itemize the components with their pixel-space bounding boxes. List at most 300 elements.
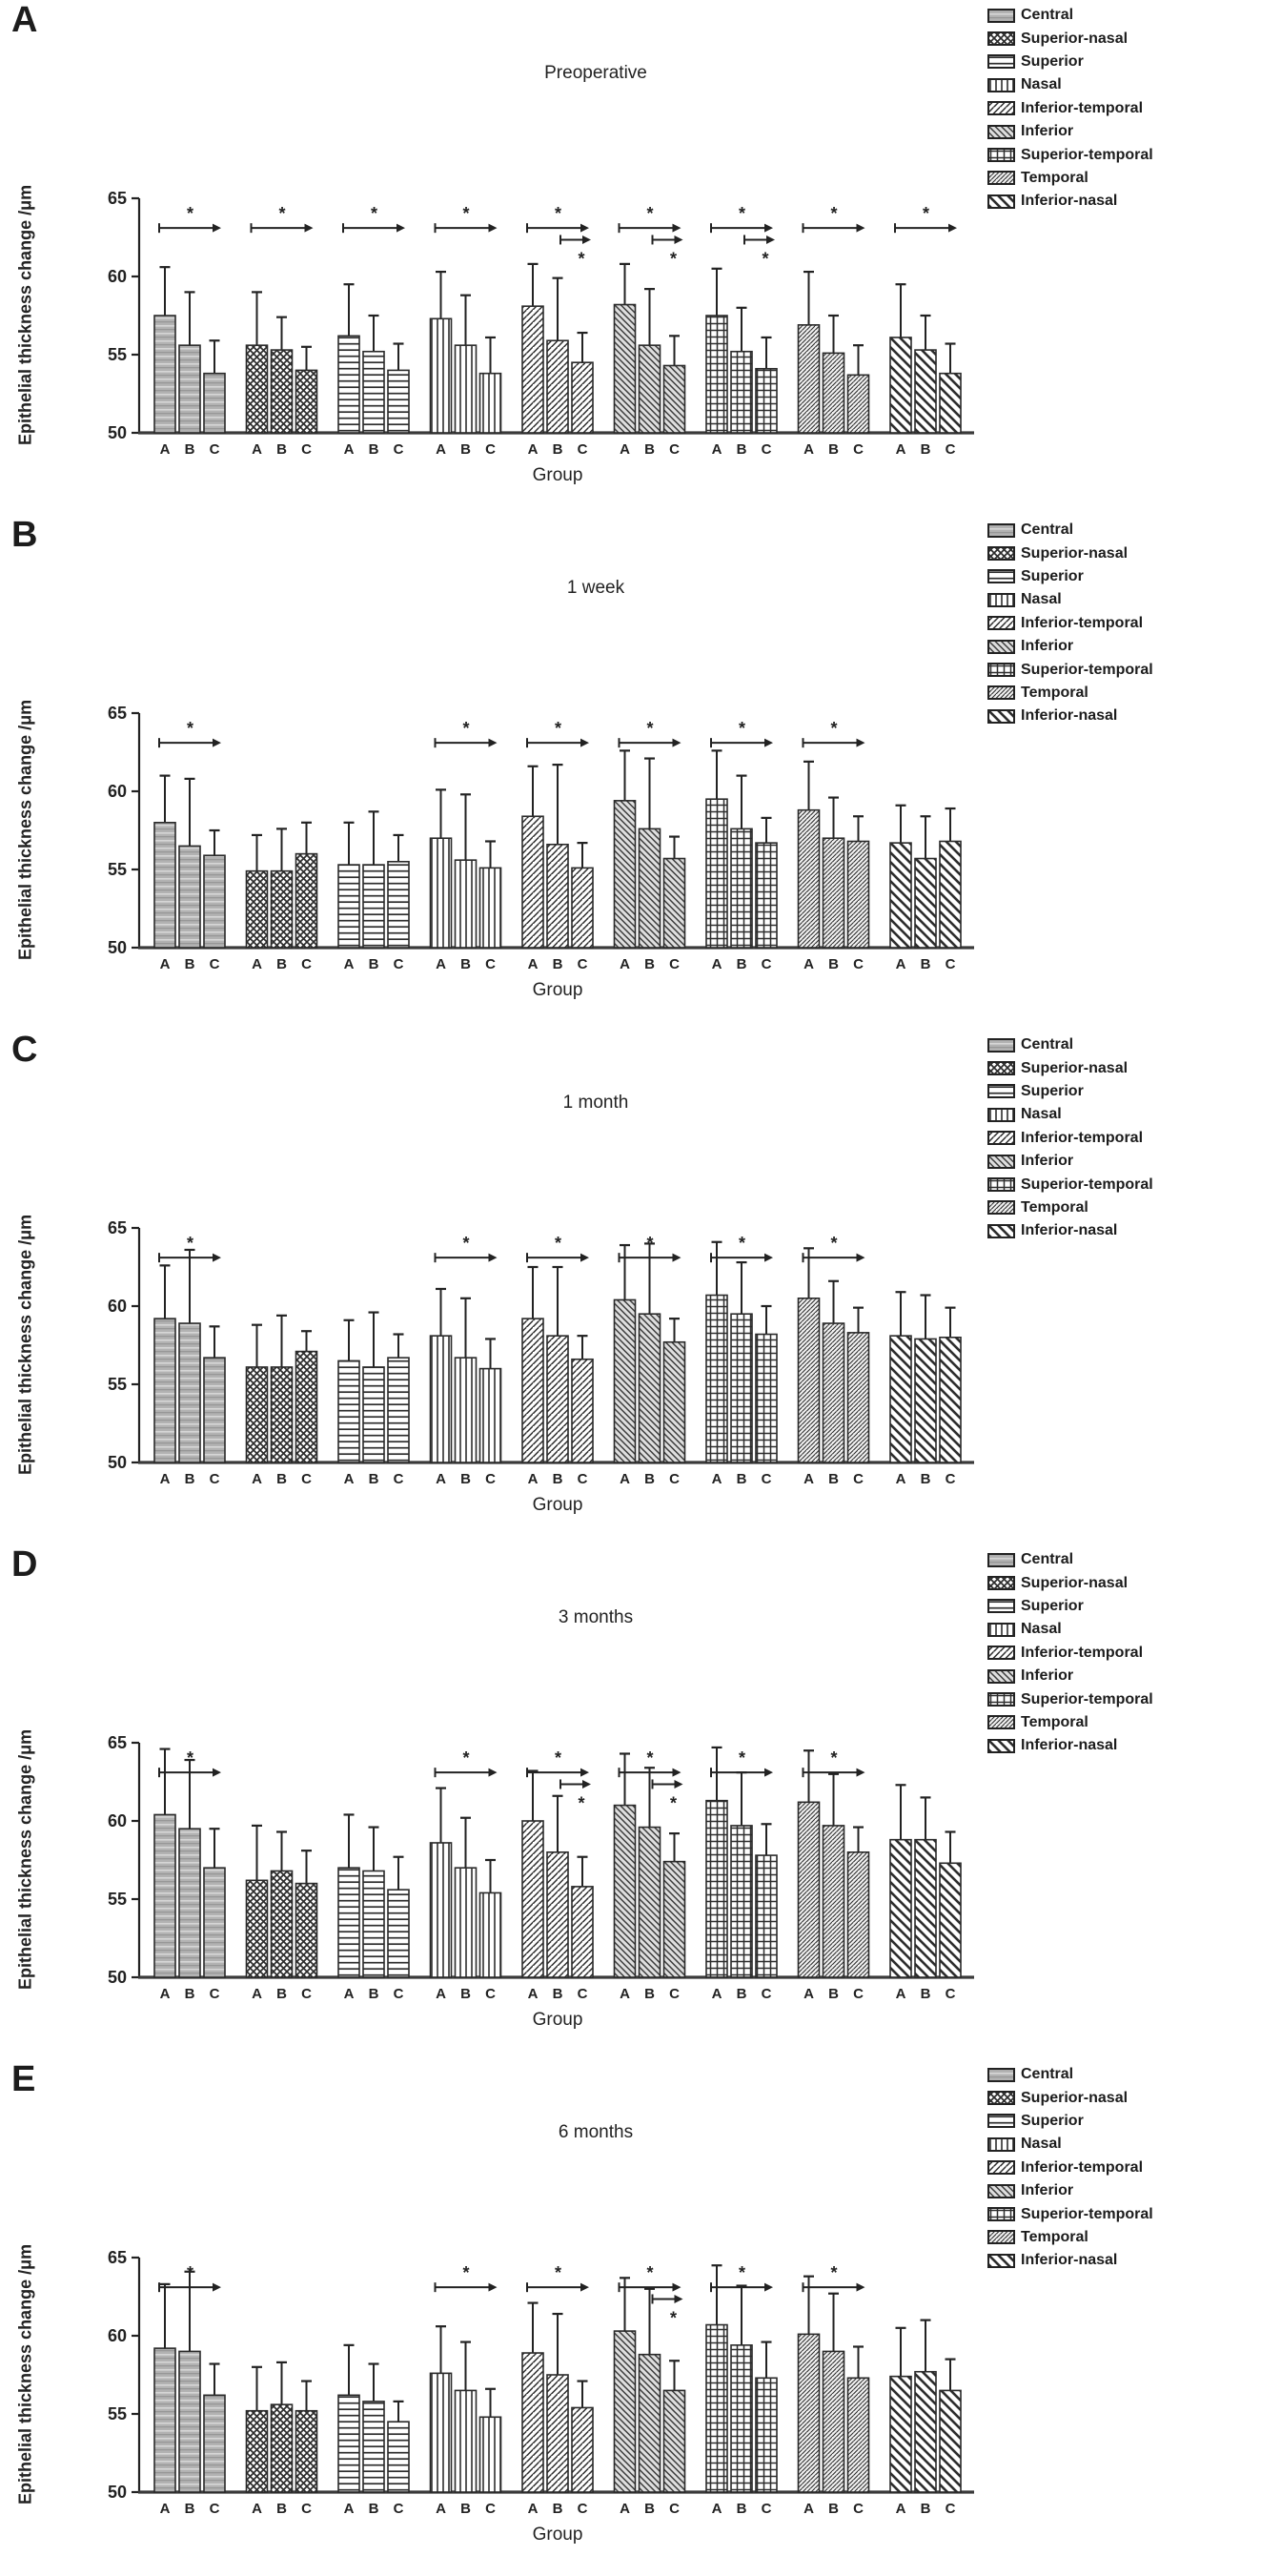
bar-c-solid-gray [204, 1868, 225, 1977]
legend-swatch-diagonal-up [987, 616, 1015, 630]
bar-b-solid-gray [179, 1829, 200, 1977]
legend-swatch-horizontal-lines [987, 2114, 1015, 2128]
legend-label: Superior-nasal [1021, 2089, 1129, 2106]
chart-text: * [186, 204, 194, 224]
bar-a-horizontal-lines [338, 1360, 359, 1462]
bar-c-horizontal-lines [388, 370, 409, 433]
bar-b-horizontal-lines [363, 1367, 384, 1462]
legend-label: Inferior-nasal [1021, 2252, 1118, 2269]
bar-b-diagonal-up [547, 1852, 568, 1977]
chart-text: 50 [107, 1453, 127, 1472]
legend-item [987, 565, 1153, 588]
bar-a-horizontal-lines [338, 2395, 359, 2492]
legend-item [987, 1618, 1153, 1641]
chart-text: A [436, 1471, 446, 1487]
bar-c-grid [756, 369, 777, 433]
chart-text: 50 [107, 938, 127, 957]
panel-title: 6 months [558, 2122, 634, 2142]
legend-swatch-diagonal-down-gray [987, 1669, 1015, 1684]
chart-text: C [485, 2501, 496, 2517]
chart-text: A [895, 956, 906, 972]
bar-c-solid-gray [204, 2395, 225, 2492]
x-axis-label: Group [532, 1495, 583, 1515]
bar-b-diagonal-down-gray [640, 828, 661, 948]
bar-a-horizontal-lines [338, 865, 359, 948]
bar-c-vertical-lines [480, 868, 501, 948]
bar-c-diagonal-down-wide [940, 841, 961, 948]
legend-label: Superior-temporal [1021, 661, 1153, 678]
chart-text: A [436, 956, 446, 972]
chart-text: * [922, 204, 930, 224]
chart-text: C [485, 956, 496, 972]
bar-c-diagonal-down-gray [664, 1862, 685, 1977]
bar-b-solid-gray [179, 2351, 200, 2492]
legend-swatch-diagonal-down-gray [987, 2184, 1015, 2198]
bar-b-grid [731, 2345, 752, 2492]
bar-a-diagonal-up-dense [799, 1802, 820, 1977]
chart-text: * [669, 249, 678, 269]
chart-text: C [761, 956, 772, 972]
legend [987, 2063, 1153, 2273]
chart-text: C [485, 1986, 496, 2002]
chart-text: 55 [107, 860, 127, 879]
bar-b-diagonal-up-dense [824, 1323, 844, 1462]
legend-label: Inferior [1021, 123, 1074, 140]
panel-letter: A [11, 0, 39, 40]
chart-text: C [301, 956, 312, 972]
chart-text: A [252, 441, 262, 458]
legend-swatch-horizontal-lines [987, 1599, 1015, 1613]
chart-text: B [552, 2501, 563, 2517]
panel-letter: D [11, 1544, 39, 1584]
chart-text: A [895, 2501, 906, 2517]
legend-item [987, 4, 1153, 27]
bar-a-diagonal-up-dense [799, 325, 820, 433]
chart-text: C [577, 1986, 588, 2002]
chart-text: A [895, 441, 906, 458]
bar-b-diagonal-down-wide [915, 2372, 936, 2492]
chart-text: C [301, 1986, 312, 2002]
bar-c-diagonal-down-gray [664, 2390, 685, 2492]
bar-a-solid-gray [154, 2348, 175, 2492]
bar-b-solid-gray [179, 1323, 200, 1462]
legend-item [987, 1080, 1153, 1103]
chart-text: A [159, 956, 171, 972]
bar-b-diagonal-down-gray [640, 1828, 661, 1977]
chart-text: 60 [107, 782, 127, 801]
bar-a-diagonal-up [522, 816, 543, 948]
chart-text: B [276, 1986, 287, 2002]
chart-text: A [159, 441, 171, 458]
chart-text: B [368, 1986, 379, 2002]
legend-item [987, 1711, 1153, 1734]
legend-label: Central [1021, 1551, 1074, 1568]
bar-a-diagonal-up-dense [799, 810, 820, 948]
bar-b-solid-gray [179, 846, 200, 948]
legend-swatch-vertical-lines [987, 1623, 1015, 1637]
bar-a-diagonal-up-dense [799, 1298, 820, 1462]
bar-b-diagonal-up-dense [824, 2351, 844, 2492]
y-axis-label: Epithelial thickness change /μm [15, 184, 35, 445]
chart-text: * [462, 2263, 470, 2283]
legend-swatch-diagonal-up-dense [987, 171, 1015, 185]
bar-b-diagonal-up-dense [824, 353, 844, 433]
bar-a-solid-gray [154, 1319, 175, 1462]
bar-c-diagonal-up-dense [848, 375, 869, 433]
chart-text: B [184, 1471, 195, 1487]
legend-item [987, 588, 1153, 611]
bar-c-grid [756, 1335, 777, 1462]
bar-b-diagonal-up [547, 1336, 568, 1462]
chart-text: B [368, 441, 379, 458]
chart-text: * [738, 2263, 746, 2283]
significance-group [159, 2263, 865, 2327]
chart-text: C [485, 441, 496, 458]
legend-swatch-diamond-crosshatch [987, 1061, 1015, 1075]
bar-a-diagonal-down-wide [890, 337, 911, 433]
chart-text: * [738, 204, 746, 224]
chart-text: * [646, 204, 654, 224]
chart-text: B [736, 1986, 747, 2002]
chart-text: * [554, 719, 562, 739]
legend-label: Inferior [1021, 1667, 1074, 1685]
chart-text: * [186, 2263, 194, 2283]
legend-swatch-diagonal-down-gray [987, 640, 1015, 654]
panel-title: 1 week [566, 578, 625, 598]
chart-text: * [278, 204, 286, 224]
chart-text: A [252, 1986, 262, 2002]
bar-b-vertical-lines [456, 345, 477, 433]
chart-text: C [393, 2501, 404, 2517]
bar-c-diagonal-up-dense [848, 1852, 869, 1977]
chart-text: C [393, 1986, 404, 2002]
bar-b-diagonal-down-wide [915, 859, 936, 948]
bar-c-diagonal-up [572, 362, 593, 433]
legend-swatch-diamond-crosshatch [987, 546, 1015, 561]
legend-swatch-diagonal-up [987, 1646, 1015, 1660]
bar-b-grid [731, 1826, 752, 1977]
bar-c-diagonal-up-dense [848, 2378, 869, 2492]
legend-item [987, 1734, 1153, 1757]
legend-label: Nasal [1021, 1106, 1062, 1123]
chart-text: C [945, 1471, 956, 1487]
bar-b-horizontal-lines [363, 865, 384, 948]
bar-a-diagonal-down-gray [615, 2331, 636, 2492]
legend-label: Nasal [1021, 76, 1062, 93]
bar-a-horizontal-lines [338, 1868, 359, 1977]
legend-swatch-grid [987, 1692, 1015, 1707]
bar-b-diagonal-down-gray [640, 2355, 661, 2492]
legend-item [987, 542, 1153, 564]
chart-text: A [803, 1986, 814, 2002]
bar-c-diagonal-up [572, 868, 593, 948]
bar-b-grid [731, 352, 752, 433]
chart-text: C [853, 956, 864, 972]
y-axis-label: Epithelial thickness change /μm [15, 1728, 35, 1990]
bar-c-horizontal-lines [388, 2422, 409, 2492]
chart-text: B [276, 1471, 287, 1487]
chart-text: * [738, 719, 746, 739]
chart-text: A [436, 2501, 446, 2517]
bar-c-diamond-crosshatch [296, 854, 317, 948]
bar-a-diagonal-down-wide [890, 2377, 911, 2492]
chart-text: * [578, 249, 585, 269]
chart-text: * [646, 2263, 654, 2283]
bar-a-vertical-lines [431, 2373, 452, 2492]
legend-label: Central [1021, 1036, 1074, 1053]
legend-item [987, 2110, 1153, 2133]
legend-swatch-horizontal-lines [987, 1084, 1015, 1098]
legend-item [987, 705, 1153, 727]
legend-label: Temporal [1021, 684, 1088, 701]
chart-text: A [436, 441, 446, 458]
chart-text: C [853, 1986, 864, 2002]
bar-c-diamond-crosshatch [296, 2411, 317, 2492]
chart-text: * [830, 2263, 838, 2283]
chart-text: 55 [107, 1375, 127, 1394]
chart-text: B [460, 956, 471, 972]
legend-label: Inferior-nasal [1021, 193, 1118, 210]
legend-label: Temporal [1021, 2228, 1088, 2245]
legend-label: Superior [1021, 567, 1084, 584]
chart-text: C [209, 956, 220, 972]
legend-item [987, 1056, 1153, 1079]
bar-a-diagonal-down-gray [615, 1299, 636, 1462]
legend-item [987, 2226, 1153, 2249]
legend-swatch-diagonal-down-wide [987, 194, 1015, 209]
legend-item [987, 2202, 1153, 2225]
chart-text: C [209, 1986, 220, 2002]
chart-text: * [830, 719, 838, 739]
chart-text: A [711, 441, 722, 458]
chart-text: A [527, 1471, 539, 1487]
bars-group [154, 2265, 961, 2517]
significance-group [159, 1748, 865, 1812]
chart-text: B [368, 1471, 379, 1487]
bar-c-diamond-crosshatch [296, 1884, 317, 1977]
legend-swatch-diagonal-down-wide [987, 1224, 1015, 1238]
bar-c-diagonal-down-gray [664, 859, 685, 948]
bars-group [154, 1242, 961, 1487]
bar-a-grid [706, 316, 727, 433]
bar-c-diamond-crosshatch [296, 1352, 317, 1462]
chart-text: A [620, 1986, 630, 2002]
bar-b-vertical-lines [456, 1358, 477, 1462]
chart-text: B [920, 1986, 931, 2002]
chart-text: C [761, 441, 772, 458]
legend-label: Central [1021, 7, 1074, 24]
bar-a-solid-gray [154, 1814, 175, 1977]
bar-c-diagonal-up [572, 1887, 593, 1977]
chart-text: 55 [107, 345, 127, 364]
chart-text: * [830, 204, 838, 224]
chart-text: * [554, 2263, 562, 2283]
bar-c-diagonal-down-gray [664, 1342, 685, 1462]
bar-a-diagonal-up [522, 1821, 543, 1977]
bar-a-diagonal-up-dense [799, 2334, 820, 2492]
chart-text: B [552, 441, 563, 458]
bar-b-horizontal-lines [363, 2402, 384, 2492]
legend-item [987, 1127, 1153, 1150]
legend-label: Nasal [1021, 2136, 1062, 2153]
bar-a-solid-gray [154, 823, 175, 948]
chart-text: B [552, 1986, 563, 2002]
chart-text: * [462, 204, 470, 224]
chart-text: B [552, 956, 563, 972]
chart-text: B [460, 1986, 471, 2002]
chart-text: A [527, 1986, 539, 2002]
chart-text: * [554, 204, 562, 224]
legend-swatch-solid-gray [987, 2068, 1015, 2082]
legend-swatch-solid-gray [987, 1553, 1015, 1567]
bar-c-diagonal-up-dense [848, 841, 869, 948]
legend-label: Inferior-temporal [1021, 1129, 1144, 1146]
bar-a-diamond-crosshatch [247, 345, 268, 433]
bar-c-solid-gray [204, 855, 225, 948]
legend-label: Inferior-temporal [1021, 614, 1144, 631]
legend-swatch-horizontal-lines [987, 569, 1015, 583]
bar-a-vertical-lines [431, 838, 452, 948]
bar-c-horizontal-lines [388, 1358, 409, 1462]
legend-swatch-solid-gray [987, 523, 1015, 538]
bars-group [154, 1748, 961, 2002]
y-axis-label: Epithelial thickness change /μm [15, 1214, 35, 1475]
legend-item [987, 1173, 1153, 1196]
bar-c-vertical-lines [480, 2417, 501, 2492]
chart-text: C [393, 1471, 404, 1487]
chart-text: * [738, 1234, 746, 1254]
legend-label: Inferior-nasal [1021, 1737, 1118, 1754]
panel-title: 3 months [558, 1607, 634, 1627]
bar-b-diagonal-up-dense [824, 838, 844, 948]
bar-a-diamond-crosshatch [247, 2411, 268, 2492]
chart-text: B [184, 1986, 195, 2002]
legend-label: Central [1021, 2066, 1074, 2083]
chart-text: C [669, 2501, 680, 2517]
legend-swatch-solid-gray [987, 1038, 1015, 1053]
legend-swatch-diagonal-down-gray [987, 125, 1015, 139]
legend-item [987, 658, 1153, 681]
significance-group [159, 719, 865, 747]
legend-swatch-diamond-crosshatch [987, 31, 1015, 46]
legend [987, 1033, 1153, 1243]
bar-a-grid [706, 2325, 727, 2492]
chart-text: B [828, 956, 839, 972]
bar-a-diagonal-down-gray [615, 801, 636, 948]
chart-text: 55 [107, 2404, 127, 2423]
legend-swatch-diagonal-up-dense [987, 685, 1015, 700]
legend-swatch-vertical-lines [987, 78, 1015, 92]
chart-text: * [554, 1748, 562, 1768]
chart-text: C [853, 2501, 864, 2517]
chart-text: 65 [107, 704, 127, 723]
bar-c-grid [756, 843, 777, 948]
chart-text: A [343, 956, 355, 972]
chart-text: C [577, 956, 588, 972]
x-axis-label: Group [532, 2525, 583, 2545]
bar-b-vertical-lines [456, 860, 477, 948]
legend-swatch-diagonal-up [987, 1131, 1015, 1145]
legend-item [987, 167, 1153, 190]
significance-group [159, 1234, 865, 1262]
chart-text: * [186, 719, 194, 739]
legend-label: Inferior-temporal [1021, 1644, 1144, 1661]
legend-item [987, 1548, 1153, 1571]
bar-b-grid [731, 828, 752, 948]
legend-swatch-diagonal-up [987, 2160, 1015, 2175]
bar-b-diagonal-down-wide [915, 1840, 936, 1977]
chart-text: B [736, 956, 747, 972]
x-axis-label: Group [532, 2010, 583, 2030]
legend-swatch-vertical-lines [987, 2137, 1015, 2152]
legend-item [987, 2249, 1153, 2272]
panel-title: Preoperative [544, 63, 647, 83]
bar-b-diagonal-down-gray [640, 1314, 661, 1462]
bar-b-grid [731, 1314, 752, 1462]
chart-text: B [828, 1986, 839, 2002]
bars-group [154, 750, 961, 972]
bar-c-vertical-lines [480, 1369, 501, 1462]
legend-item [987, 143, 1153, 166]
chart-text: A [252, 2501, 262, 2517]
significance-group [159, 204, 957, 268]
chart-text: B [644, 441, 655, 458]
bar-c-diamond-crosshatch [296, 370, 317, 433]
chart-text: B [184, 956, 195, 972]
panel-e [0, 2059, 1261, 2576]
chart-text: C [761, 1986, 772, 2002]
legend-item [987, 2179, 1153, 2202]
chart-text: 65 [107, 1218, 127, 1237]
chart-text: A [711, 956, 722, 972]
legend-swatch-grid [987, 148, 1015, 162]
legend-item [987, 1033, 1153, 1056]
bar-c-diagonal-up [572, 2407, 593, 2492]
chart-text: A [527, 956, 539, 972]
chart-text: C [945, 956, 956, 972]
bar-a-grid [706, 1801, 727, 1977]
chart-text: A [803, 1471, 814, 1487]
legend-swatch-diagonal-up-dense [987, 1200, 1015, 1215]
bar-a-diagonal-down-gray [615, 1806, 636, 1977]
legend-label: Inferior-nasal [1021, 707, 1118, 725]
chart-text: A [620, 2501, 630, 2517]
bar-a-grid [706, 1296, 727, 1462]
bar-b-horizontal-lines [363, 352, 384, 433]
x-axis-label: Group [532, 465, 583, 485]
bars-group [154, 264, 961, 458]
legend-label: Superior [1021, 1597, 1084, 1614]
chart-text: * [646, 1748, 654, 1768]
x-axis-label: Group [532, 980, 583, 1000]
legend-label: Inferior-nasal [1021, 1222, 1118, 1239]
bar-a-solid-gray [154, 316, 175, 433]
chart-text: A [252, 956, 262, 972]
chart-text: B [460, 1471, 471, 1487]
chart-text: A [159, 1986, 171, 2002]
legend-item [987, 97, 1153, 120]
bar-c-solid-gray [204, 374, 225, 433]
bar-c-diagonal-down-wide [940, 1338, 961, 1462]
chart-text: 50 [107, 2483, 127, 2502]
chart-text: C [209, 441, 220, 458]
legend-item [987, 1219, 1153, 1242]
chart-text: C [577, 441, 588, 458]
legend-swatch-diagonal-up-dense [987, 1715, 1015, 1729]
chart-text: C [301, 441, 312, 458]
chart-text: 60 [107, 1297, 127, 1316]
legend-item [987, 73, 1153, 96]
